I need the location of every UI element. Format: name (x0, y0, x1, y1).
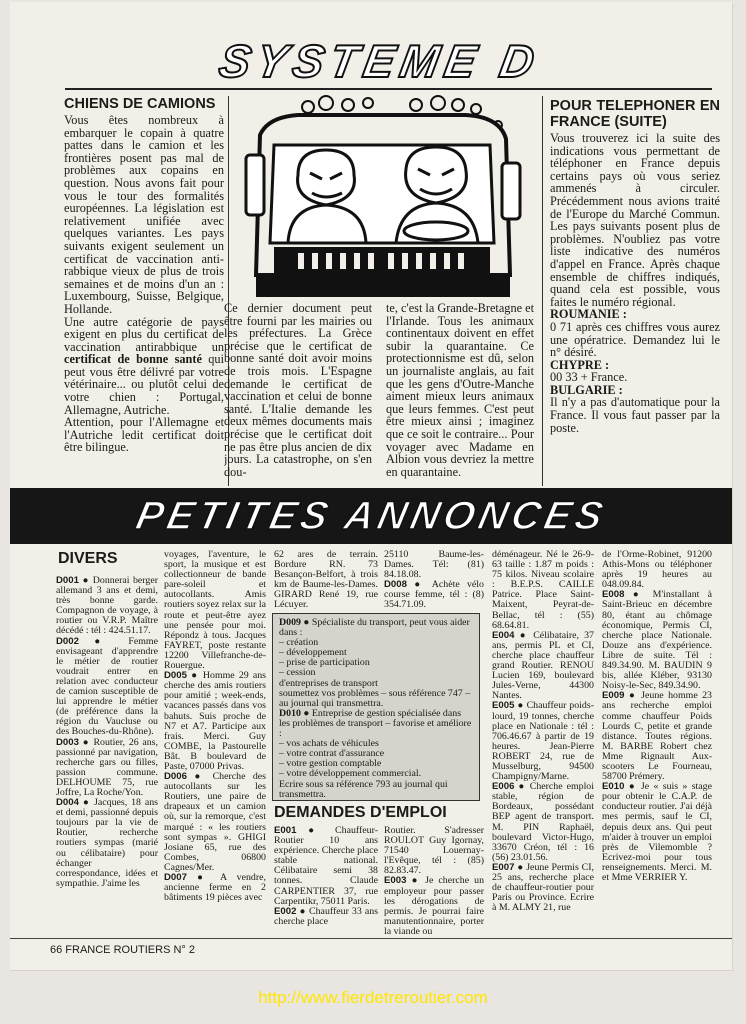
watermark-link[interactable]: http://www.fierdetreroutier.com (258, 988, 488, 1007)
paragraph: Vous trouverez ici la suite des indications vous permettant de téléphoner en France depuis certains pays où vous seriez ammenés à circuler. Précédemment nous avions traité de l'Europe du Marché Commun. Les pays suivants posent plus de problèmes. N'oubliez pas votre liste indicative des numéros d'appel en France. Après chaque ensemble de chiffres indiqués, quand cela est possible, vous faites le numéro régional. (550, 131, 720, 309)
section-label: BULGARIE : (550, 382, 623, 397)
magazine-page (10, 2, 732, 970)
ads-column (384, 826, 484, 938)
ads-column (164, 550, 266, 938)
list-item: – votre développement commercial. (279, 768, 422, 780)
list-item: – vos achats de véhicules (279, 738, 379, 750)
classified-ad: D003 ● Routier, 26 ans, passionné par navigation, recherche gars ou filles, passion commune. DELHOUME 75, rue Joffre, La Roche/Yon. (56, 736, 158, 798)
classified-ad: D005 ● Homme 29 ans cherche des amis routiers pour amitié ; week-ends, vacances passés dans vos bahuts. Suis proche de N7 et A7. Participe aux frais. Merci. Guy COMBE, la Pastourelle Bât. B boulevard de Paste, 07000 Privas. (164, 670, 266, 772)
classified-ad: D008 ● Achète vélo course femme, tél : (8) 354.71.09. (384, 579, 484, 610)
paragraph: 00 33 + France. (550, 370, 628, 385)
classified-ad: D001 ● Donnerai berger allemand 3 ans et demi, très bonne garde. Compagnon de voyage, à routier ou V.R.P. Maître décédé : tél : 424.51.17. (56, 576, 158, 637)
list-item: – prise de participation (279, 657, 370, 669)
masthead-rule (65, 88, 712, 90)
classified-ad: E002 ● Chauffeur 33 ans cherche place (274, 905, 378, 927)
list-item: – votre gestion comptable (279, 758, 382, 770)
ads-column (274, 550, 378, 610)
ads-column (56, 576, 158, 938)
classified-ad: voyages, l'aventure, le sport, la musique et est collectionneur de bande pare-soleil et autocollants. Amis routiers soyez relax sur la route et peut-être ayez une pensée pour moi. Répondz à tous. Jacques FAYRET, poste restante 12200 Villefranche-de-Rouergue. (164, 550, 266, 672)
paragraph: Attention, pour l'Allemagne et l'Autriche ledit certificat doit être bilingue. (64, 415, 224, 455)
article-chiens (64, 96, 224, 486)
annonces-banner-title: PETITES ANNONCES (132, 494, 611, 538)
classified-ad: E010 ● Je « suis » stage pour obtenir le C.A.P. de conducteur routier. J'ai déjà mes permis, sauf le CI, depuis deux ans. Qui peut m'aider à trouver un emploi près de Vilemomble ? Ecrivez-moi pour tous renseignements. Merci. M. et Mme VERRIER Y. (602, 781, 712, 883)
classified-ad: D002 ● Femme envisageant d'apprendre le métier de routier voudrait entrer en relation avec conducteur de camion susceptible de lui apprendre le métier (de préférence dans la région du Vaucluse ou des Bouches-du-Rhône). (56, 635, 158, 738)
classified-ad: E001 ● Chauffeur-Routier 10 ans expérience. Cherche place stable national. Célibataire semi 38 tonnes. Claude CARPENTIER 37, rue Carpentikr, 75011 Paris. (274, 826, 378, 907)
classified-ad: E005 ● Chauffeur poids-lourd, 19 tonnes, cherche place en Nationale : tél : 706.46.67 à partir de 19 heures. Jean-Pierre ROBERT 24, rue de Musselburg, 94500 Champigny/Marne. (492, 700, 594, 783)
list-item: – développement (279, 647, 347, 659)
classified-ad: D004 ● Jacques, 18 ans et demi, passionné depuis toujours par la vie de Routier, recherche routiers sympas (marié ou célibataire) pour échanger correspondance, idées et sympathie. J'aime les (56, 797, 158, 889)
page-footer: 66 FRANCE ROUTIERS N° 2 (50, 944, 195, 956)
list-item: – votre contrat d'assurance (279, 748, 385, 760)
list-item: – création (279, 637, 319, 649)
paragraph: Ce dernier document peut être fourni par les mairies ou les préfectures. La Grèce précise que le certificat de bonne santé doit avoir moins de trois mois. L'Espagne demande le certificat de vaccination et celui de bonne santé. L'Italie demande les deux mêmes documents mais précise que le certificat doit ne pas être plus ancien de dix jours. La catastrophe, on s'en dou- (224, 302, 372, 479)
classified-ad: E006 ● Cherche emploi stable, région de Bordeaux, possédant BEP agent de transport. M. PIN Raphaël, boulevard Victor-Hugo, 33670 Créon, tél : 16 (56) 23.01.56. (492, 781, 594, 863)
classified-ad: déménageur. Né le 26-9-63 taille : 1.87 m poids : 75 kilos. Niveau scolaire : B.E.P.S. CAILLE Patrice. Place Saint-Maixent, Peyrat-de-Bellac, tél : (55) 68.64.81. (492, 550, 594, 631)
classified-ad: 25110 Baume-les-Dames. Tél: (81) 84.18.08. (384, 550, 484, 581)
column-divider (542, 96, 543, 486)
ads-column (384, 550, 484, 610)
section-title-emploi: DEMANDES D'EMPLOI (274, 804, 447, 821)
masthead-title: SYSTEME D (215, 35, 545, 87)
classified-ad: E003 ● Je cherche un employeur pour passer les dérogations de permis. Je pourrai faire manutentionnaire, porter la viande ou (384, 875, 484, 937)
ads-column (602, 550, 712, 938)
classified-ad: Routier. S'adresser ROULOT Guy Igornay, 71540 Louernay-l'Evêque, tél : (85) 82.83.47. (384, 826, 484, 877)
classified-ad: E008 ● M'installant à Saint-Brieuc en décembre 80, étant au chômage économique, Permis CI, cherche place Nationale. Douze ans d'expérience. Libre de suite. Tél : 849.34.90. M. BAUDIN 9 bis, allée Kléber, 93130 Noisy-le-Sec, 849.34.90. (602, 589, 712, 692)
classified-ad: D007 ● A vendre, ancienne ferme en 2 bâtiments 19 pièces avec (164, 872, 266, 904)
ads-column (274, 826, 378, 938)
article-telephoner (550, 98, 720, 486)
paragraph: Vous êtes nombreux à embarquer le copain à quatre pattes dans le camion et les frontières posent pas mal de problèmes aux copains en question. Nous avons fait pour vous le tour des formalités européennes. La législation est relativement unifiée avec quelques variantes. Les pays suivants exigent seulement un certificat de vaccination anti-rabbique vieux de plus de trois semaines et de moins d'un an : Luxembourg, Suisse, Belgique, Hollande. (64, 113, 224, 316)
classified-ad: E007 ● Jeune Permis CI, 25 ans, recherche place de chauffeur-routier pour Paris ou Province. Ecrire à M. ALMY 21, rue (492, 861, 594, 914)
classified-ad: E004 ● Célibataire, 37 ans, permis PL et CI, cherche place chauffeur grand Routier. RENOU Lucien 169, boulevard Jules-Verne, 44300 Nantes. (492, 629, 594, 702)
section-label: ROUMANIE : (550, 307, 627, 322)
list-item: d'entreprises de transport (279, 677, 378, 689)
paragraph: 0 71 après ces chiffres vous aurez une opératrice. Demandez lui le n° désiré. (550, 319, 720, 360)
classified-ad: 62 ares de terrain. Bordure RN. 73 Besançon-Belfort, à trois km de Baume-les-Dames. GIRARD René 19, rue Lécuyer. (274, 550, 378, 610)
ads-column (492, 550, 594, 938)
paragraph: Il n'y a pas d'automatique pour la France. Il vous faut passer par la poste. (550, 395, 720, 435)
article-title: POUR TELEPHONER EN FRANCE (SUITE) (550, 98, 720, 130)
footer-rule (10, 938, 732, 939)
paragraph: te, c'est la Grande-Bretagne et l'Irlande. Tous les animaux continentaux doivent en effet subir la quarantaine. Ce protectionnisme est dû, selon un journaliste anglais, au fait que les gens d'Outre-Manche aiment mieux leurs animaux que leurs femmes. C'est peut être mieux ainsi ; imaginez que ce soit le contraire... Pour voyager avec Madame en Albion vous devriez la mettre en quarantaine. (386, 302, 534, 479)
article-title: CHIENS DE CAMIONS (64, 96, 216, 112)
classified-ad: de l'Orme-Robinet, 91200 Athis-Mons ou téléphoner après 19 heures au 048.09.84. (602, 550, 712, 591)
section-label: CHYPRE : (550, 357, 610, 372)
article-continued-a (224, 302, 372, 486)
classified-ad: E009 ● Jeune homme 23 ans recherche emploi comme chauffeur Poids Lourds C, petite et grande distance. Toutes régions. M. BARBE Robert chez Mme Rignault Aux-scooters Le Fourneau, 58700 Prémery. (602, 690, 712, 783)
classified-ad: D006 ● Cherche des autocollants sur les Routiers, une paire de drapeaux et un camion où, sur la remorque, c'est marqué : « les routiers sont sympas ». GHIGI Josiane 65, rue des Combes, 06800 Cagnes/Mer. (164, 771, 266, 873)
article-continued-b (386, 302, 534, 486)
truck-dogs-illustration (238, 95, 526, 300)
list-item: – cession (279, 667, 316, 679)
paragraph: Une autre catégorie de pays exigent en plus du certificat de vaccination antirabbique un certificat de bonne santé qui peut vous être délivré par votre vétérinaire... ou plutôt celui de votre chien : Portugal, Allemagne, Autriche. (64, 314, 224, 417)
section-title-divers: DIVERS (58, 550, 118, 567)
boxed-ad: D009 ● Spécialiste du transport, peut vous aider dans : – création – développement – prise de participation – cession d'entreprises de transport soumettez vos problèmes – sous référence 747 – au journal qui transmettra. D010 ● Entreprise de gestion spécialisée dans les problèmes de transport – favorise et améliore : – vos achats de véhicules – votre contrat d'assurance – votre gestion comptable – votre développement commercial. Ecrire sous sa référence 793 au journal qui transmettra. (272, 613, 480, 801)
